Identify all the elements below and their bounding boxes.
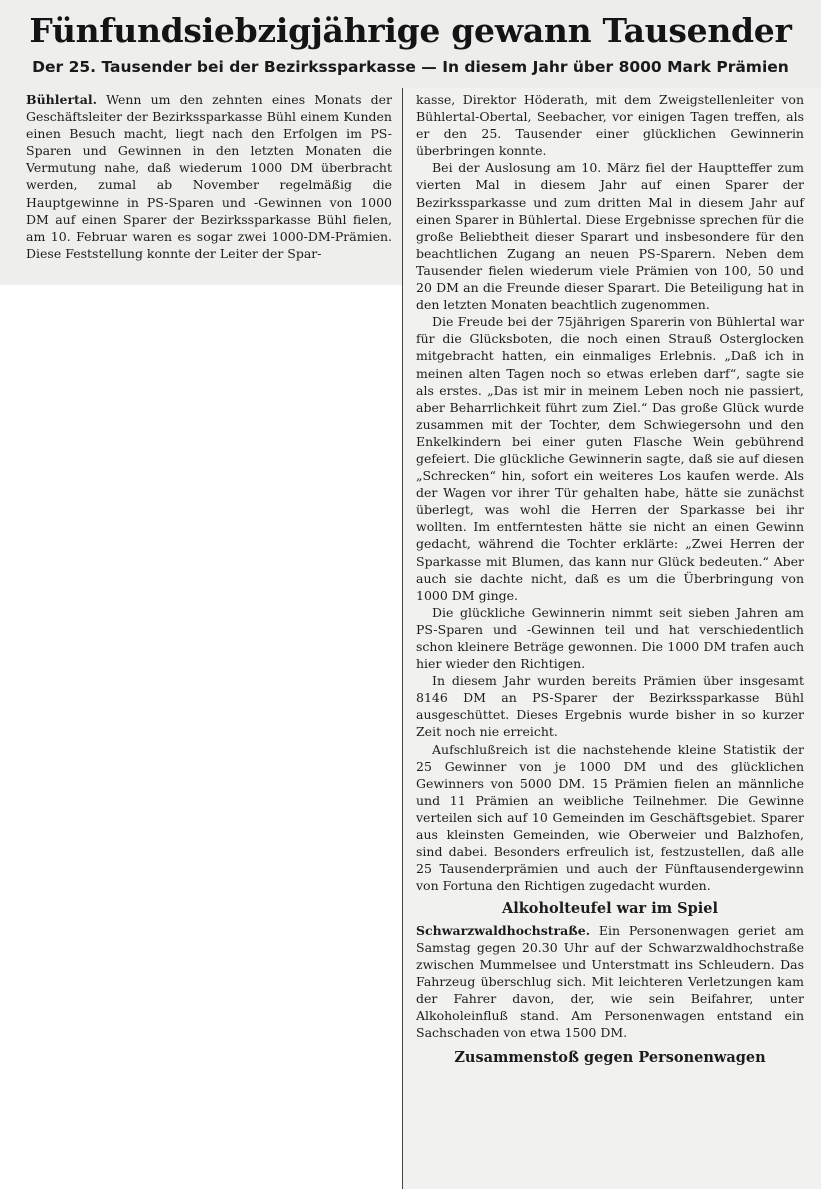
paragraph: Aufschlußreich ist die nachstehende kleine Statistik der 25 Gewinner von je 1000 DM und des glücklichen Gewinners von 5000 DM. 15 Prämien fielen an männliche und 11 Prämien an weibliche Teilnehmer. Die Gewinne verteilen sich auf 10 Gemeinden im Geschäftsgebiet. Sparer aus kleinsten Gemeinden, wie Oberweier und Balzhofen, sind dabei. Besonders erfreulich ist, festzustellen, daß alle 25 Tausenderprämien und auch der Fünftausendergewinn von Fortuna den Richtigen zugedacht wurden. xyxy=(416,741,804,894)
subheadline: Der 25. Tausender bei der Bezirkssparkasse — In diesem Jahr über 8000 Mark Prämien xyxy=(32,58,789,76)
paragraph: Die Freude bei der 75jährigen Sparerin von Bühlertal war für die Glücksboten, die noch einen Strauß Osterglocken mitgebracht hatten, ein einmaliges Erlebnis. „Daß ich in meinen alten Tagen noch so etwas erleben darf“, sagte sie als erstes. „Das ist mir in meinem Leben noch nie passiert, aber Beharrlichkeit führt zum Ziel.“ Das große Glück wurde zusammen mit der Tochter, dem Schwiegersohn und den Enkelkindern bei einer guten Flasche Wein gebührend gefeiert. Die glückliche Gewinnerin sagte, daß sie auf diesen „Schrecken“ hin, sofort ein weiteres Los kaufen werde. Als der Wagen vor ihrer Tür gehalten habe, hätte sie zunächst überlegt, was wohl die Herren der Sparkasse bei ihr wollten. Im entferntesten hätte sie nicht an einen Gewinn gedacht, während die Tochter erklärte: „Zwei Herren der Sparkasse mit Blumen, das kann nur Glück bedeuten.“ Aber auch sie dachte nicht, daß es um die Überbringung von 1000 DM ginge. xyxy=(416,314,804,603)
second-article-text: Ein Personenwagen geriet am Samstag gegen 20.30 Uhr auf der Schwarzwaldhochstraße zwischen Mummelsee und Unterstmatt ins Schleudern. Das Fahrzeug überschlug sich. Mit leichteren Verletzungen kam der Fahrer davon, der, wie sein Beifahrer, unter Alkoholeinfluß stand. Am Personenwagen entstand ein Sachschaden von etwa 1500 DM. xyxy=(416,922,804,1041)
paragraph: kasse, Direktor Höderath, mit dem Zweigstellenleiter von Bühlertal-Obertal, Seebacher, vor einigen Tagen treffen, als er den 25. Tausender einer glücklichen Gewinnerin überbringen konnte. xyxy=(416,92,804,159)
dateline: Bühlertal. xyxy=(26,92,98,107)
second-article-dateline: Schwarzwaldhochstraße. xyxy=(416,922,591,938)
second-article-paragraph xyxy=(416,922,804,1042)
paragraph: Die glückliche Gewinnerin nimmt seit sieben Jahren am PS-Sparen und -Gewinnen teil und hat verschiedentlich schon kleinere Beträge gewonnen. Die 1000 DM trafen auch hier wieder den Richtigen. xyxy=(416,604,804,672)
paragraph: Bei der Auslosung am 10. März fiel der Hauptteffer zum vierten Mal in diesem Jahr auf einen Sparer der Bezirkssparkasse und zum dritten Mal in diesem Jahr auf einen Sparer in Bühlertal. Diese Ergebnisse sprechen für die große Beliebtheit dieser Sparart und insbesondere für den beachtlichen Zugang an neuen PS-Sparern. Neben dem Tausender fielen wiederum viele Prämien von 100, 50 und 20 DM an die Freunde dieser Sparart. Die Beteiligung hat in den letzten Monaten beachtlich zugenommen. xyxy=(416,160,804,313)
second-article-heading: Alkoholteufel war im Spiel xyxy=(502,900,718,918)
lead-text: Wenn um den zehnten eines Monats der Geschäftsleiter der Bezirkssparkasse Bühl einem Kunden einen Besuch macht, liegt nach den Erfolgen im PS-Sparen und Gewinnen in den letzten Monaten die Vermutung nahe, daß wiederum 1000 DM überbracht werden, zumal ab November regelmäßig die Hauptgewinne in PS-Sparen und -Gewinnen von 1000 DM auf einen Sparer der Bezirkssparkasse Bühl fielen, am 10. Februar waren es sogar zwei 1000-DM-Prämien. Diese Feststellung konnte der Leiter der Spar- xyxy=(26,92,392,261)
lead-paragraph xyxy=(26,91,392,262)
right-column xyxy=(416,91,804,1057)
third-article-heading-cut xyxy=(416,1047,804,1057)
paragraph: In diesem Jahr wurden bereits Prämien über insgesamt 8146 DM an PS-Sparer der Bezirkssparkasse Bühl ausgeschüttet. Dieses Ergebnis wurde bisher in so kurzer Zeit noch nie erreicht. xyxy=(416,673,804,740)
headline: Fünfundsiebzigjährige gewann Tausender xyxy=(29,11,792,50)
left-column xyxy=(26,91,392,262)
column-divider xyxy=(402,88,403,1189)
